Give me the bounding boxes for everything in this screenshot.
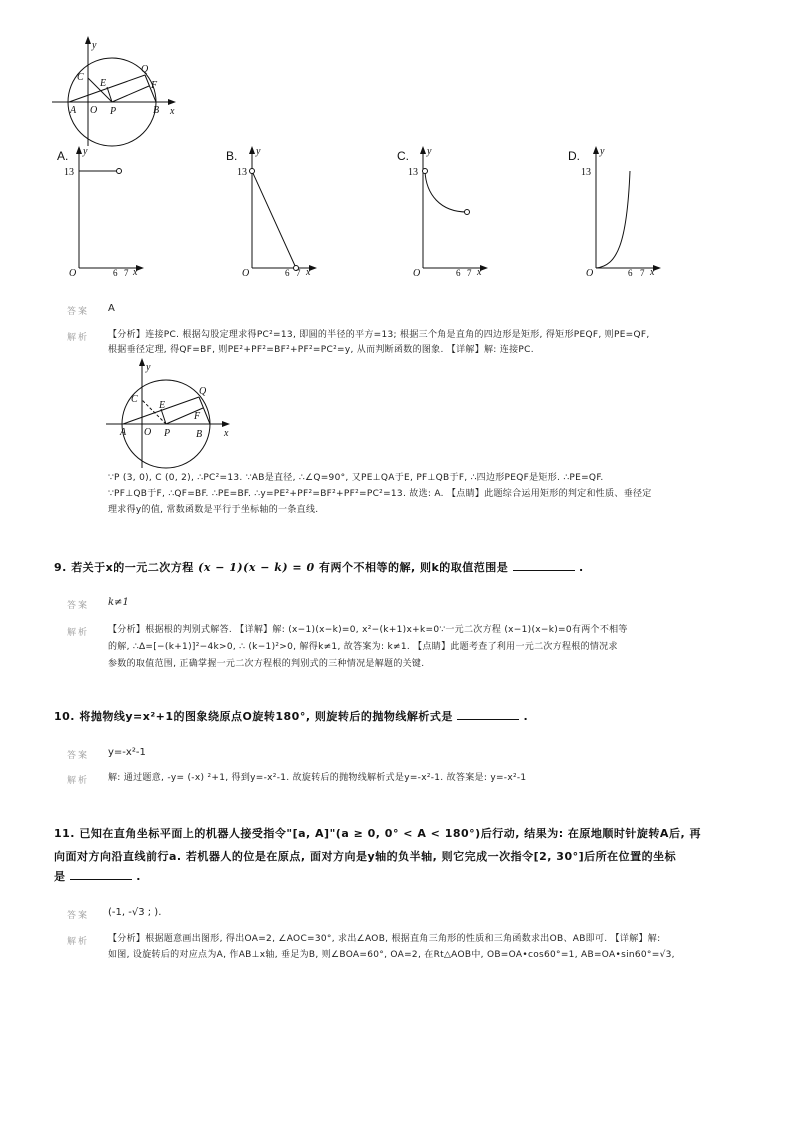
q9-end: . <box>579 561 584 574</box>
option-b-label: B. <box>226 149 238 163</box>
sol-label-E: E <box>159 400 166 411</box>
sol-label-B: B <box>196 429 203 440</box>
option-d-x-label: x <box>650 267 655 278</box>
q11-line1 <box>54 823 701 845</box>
q9-blank <box>513 558 575 571</box>
option-c-tick-6: 6 <box>456 268 461 278</box>
option-c-y-label: y <box>427 146 432 157</box>
fig-label-Q: Q <box>141 64 149 75</box>
option-d-y-label: y <box>600 146 605 157</box>
q8-answer: A <box>108 303 115 314</box>
q8-analysis-p1-line2: 根据垂径定理, 得QF=BF, 则PE²+PF²=BF²+PF²=PC²=y, 从而判断函数的图象. 【详解】解: 连接PC. <box>108 345 534 355</box>
option-a-y-label: y <box>83 146 88 157</box>
q9-text-a: 若关于x的一元二次方程 <box>71 561 194 574</box>
q8-answer-tag: 答案 <box>67 307 90 317</box>
q10-answer: y=-x²-1 <box>108 747 146 758</box>
option-b-origin: O <box>242 268 250 279</box>
fig-label-A: A <box>70 105 77 116</box>
option-d-graph <box>579 144 679 278</box>
option-b-13: 13 <box>237 167 247 178</box>
option-a-x-label: x <box>133 267 138 278</box>
q11-number: 11. <box>54 827 75 840</box>
sol-label-A: A <box>120 427 127 438</box>
q11-analysis-line2: 如图, 设旋转后的对应点为A, 作AB⊥x轴, 垂足为B, 则∠BOA=60°, OA=2, 在Rt△AOB中, OB=OA•cos60°=1, AB=OA•sin60°=√3, <box>108 950 675 960</box>
q10-end: . <box>523 710 529 723</box>
option-d-origin: O <box>586 268 594 279</box>
fig-label-P: P <box>110 106 117 117</box>
sol-label-C: C <box>131 394 138 405</box>
option-c-tick-7: 7 <box>467 268 472 278</box>
option-c-graph <box>406 144 506 278</box>
q11-analysis-line1: 【分析】根据题意画出图形, 得出OA=2, ∠AOC=30°, 求出∠AOB, 根据直角三角形的性质和三角函数求出OB、AB即可. 【详解】解: <box>108 934 661 944</box>
option-c-origin: O <box>413 268 421 279</box>
q8-analysis-p1-line1: 【分析】连接PC. 根据勾股定理求得PC²=13, 即圆的半径的平方=13; 根据三个角是直角的四边形是矩形, 得矩形PEQF, 则PE=QF, <box>108 330 650 340</box>
sol-label-P: P <box>164 428 171 439</box>
option-d-tick-6: 6 <box>628 268 633 278</box>
q11-end: . <box>136 870 141 883</box>
q10-blank <box>457 707 519 720</box>
sol-label-O: O <box>144 427 152 438</box>
q9-math: (x − 1)(x − k) = 0 <box>198 561 315 574</box>
circle-figure-solution <box>106 356 236 474</box>
fig-label-E: E <box>100 78 107 89</box>
q8-analysis-tag: 解析 <box>67 333 90 343</box>
option-b-tick-7: 7 <box>296 268 301 278</box>
option-b-graph <box>235 144 335 278</box>
sol-label-Q: Q <box>199 386 207 397</box>
fig-label-O: O <box>90 105 98 116</box>
option-b-tick-6: 6 <box>285 268 290 278</box>
q9-number: 9. <box>54 561 67 574</box>
q11-answer-tag: 答案 <box>67 911 90 921</box>
option-d-tick-7: 7 <box>640 268 645 278</box>
option-a-origin: O <box>69 268 77 279</box>
q11-line2: 向面对方向沿直线前行a. 若机器人的位是在原点, 面对方向是y轴的负半轴, 则它完成一次指令[2, 30°]后所在位置的坐标 <box>54 850 677 863</box>
q10-stem <box>54 706 528 728</box>
fig-label-B: B <box>153 105 160 116</box>
q9-analysis-line2: 的解, ∴Δ=[−(k+1)]²−4k>0, ∴ (k−1)²>0, 解得k≠1, 故答案为: k≠1. 【点睛】此题考查了利用一元二次方程根的情况求 <box>108 642 618 652</box>
q11-answer: (-1, -√3 ; ). <box>108 907 162 918</box>
option-a-tick-7: 7 <box>124 268 129 278</box>
option-c-13: 13 <box>408 167 418 178</box>
q9-stem <box>54 557 584 579</box>
option-a-graph <box>62 144 162 278</box>
q9-answer: k≠1 <box>108 597 129 608</box>
q9-analysis-line1: 【分析】根据根的判别式解答. 【详解】解: (x−1)(x−k)=0, x²−(k+1)x+k=0∵一元二次方程 (x−1)(x−k)=0有两个不相等 <box>108 625 628 635</box>
option-a-13: 13 <box>64 167 74 178</box>
fig-label-y: y <box>92 40 97 51</box>
q10-analysis-tag: 解析 <box>67 776 90 786</box>
option-a-label: A. <box>57 149 69 163</box>
fig-label-F: F <box>151 80 158 91</box>
q11-analysis-tag: 解析 <box>67 937 90 947</box>
option-b-x-label: x <box>306 267 311 278</box>
q10-number: 10. <box>54 710 75 723</box>
q10-analysis-line1: 解: 通过题意, -y= (-x) ²+1, 得到y=-x²-1. 故旋转后的抛物线解析式是y=-x²-1. 故答案是: y=-x²-1 <box>108 773 527 783</box>
option-d-13: 13 <box>581 167 591 178</box>
circle-figure-main <box>52 34 182 152</box>
q8-analysis-p2-line3: 理求得y的值, 常数函数是平行于坐标轴的一条直线. <box>108 505 319 515</box>
sol-label-y: y <box>146 362 151 373</box>
q9-text-b: 有两个不相等的解, 则k的取值范围是 <box>318 561 509 574</box>
option-d-label: D. <box>568 149 580 163</box>
sol-label-F: F <box>194 411 201 422</box>
q10-text: 将抛物线y=x²+1的图象绕原点O旋转180°, 则旋转后的抛物线解析式是 <box>79 710 453 723</box>
q11-text-line3: 是 <box>54 870 66 883</box>
fig-label-C: C <box>77 72 84 83</box>
q8-analysis-p2-line1: ∵P (3, 0), C (0, 2), ∴PC²=13. ∵AB是直径, ∴∠Q=90°, 又PE⊥QA于E, PF⊥QB于F, ∴四边形PEQF是矩形. ∴PE=QF. <box>108 473 604 483</box>
option-c-label: C. <box>397 149 409 163</box>
fig-label-x: x <box>170 106 175 117</box>
q8-analysis-p2-line2: ∵PF⊥QB于F, ∴QF=BF. ∴PE=BF. ∴y=PE²+PF²=BF²+PF²=PC²=13. 故选: A. 【点睛】此题综合运用矩形的判定和性质、垂径定 <box>108 489 652 499</box>
q11-text-line1: 已知在直角坐标平面上的机器人接受指令"[a, A]"(a ≥ 0, 0° < A < 180°)后行动, 结果为: 在原地顺时针旋转A后, 再 <box>79 827 701 840</box>
q9-answer-tag: 答案 <box>67 601 90 611</box>
option-a-tick-6: 6 <box>113 268 118 278</box>
option-c-x-label: x <box>477 267 482 278</box>
q9-analysis-line3: 参数的取值范围, 正确掌握一元二次方程根的判别式的三种情况是解题的关键. <box>108 659 425 669</box>
q9-analysis-tag: 解析 <box>67 628 90 638</box>
sol-label-x: x <box>224 428 229 439</box>
q10-answer-tag: 答案 <box>67 751 90 761</box>
q11-line3 <box>54 866 141 888</box>
option-b-y-label: y <box>256 146 261 157</box>
q11-blank <box>70 867 132 880</box>
